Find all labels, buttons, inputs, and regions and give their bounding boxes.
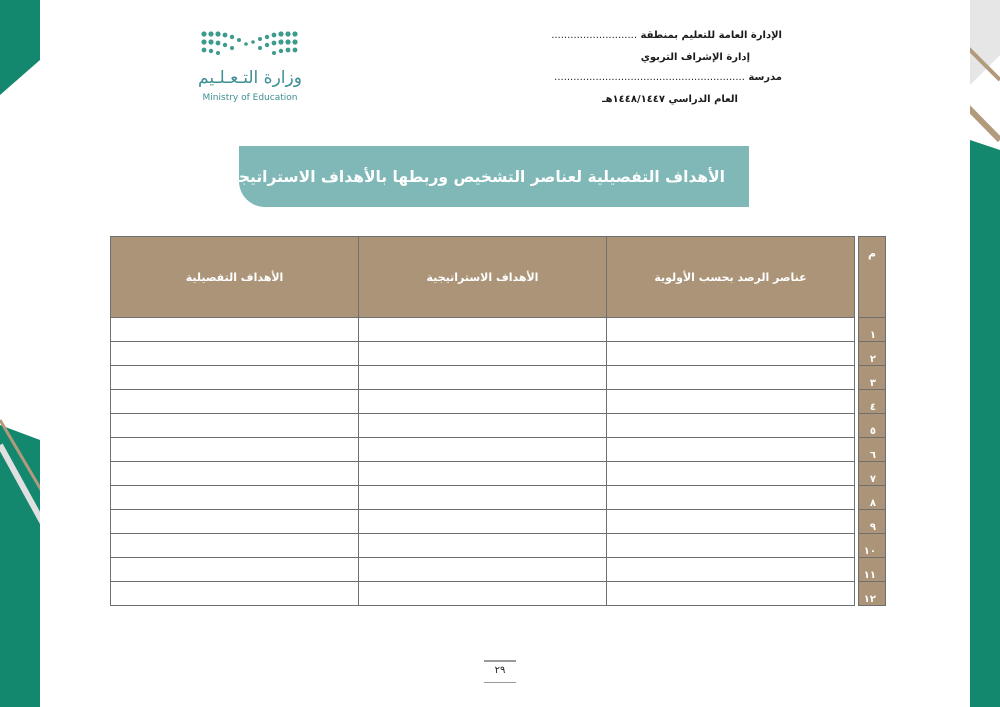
header-detailed: الأهداف التفصيلية xyxy=(111,237,359,318)
cell-strategic[interactable] xyxy=(359,558,607,582)
header-index: م xyxy=(859,237,886,318)
cell-elements[interactable] xyxy=(607,366,855,390)
table-row xyxy=(111,486,886,510)
cell-elements[interactable] xyxy=(607,558,855,582)
header-year-value: ١٤٤٨/١٤٤٧هـ xyxy=(602,94,666,105)
table-row xyxy=(111,366,886,390)
cell-detailed[interactable] xyxy=(111,486,359,510)
cell-elements[interactable] xyxy=(607,582,855,606)
table-row xyxy=(111,390,886,414)
cell-elements[interactable] xyxy=(607,534,855,558)
table-row xyxy=(111,342,886,366)
cell-detailed[interactable] xyxy=(111,390,359,414)
cell-detailed[interactable] xyxy=(111,582,359,606)
header-school-line xyxy=(554,72,782,83)
cell-elements[interactable] xyxy=(607,438,855,462)
cell-strategic[interactable] xyxy=(359,414,607,438)
row-number: ٥ xyxy=(859,414,886,438)
row-gap xyxy=(855,582,859,606)
cell-detailed[interactable] xyxy=(111,414,359,438)
table-header-row xyxy=(111,237,886,318)
cell-detailed[interactable] xyxy=(111,438,359,462)
cell-elements[interactable] xyxy=(607,510,855,534)
cell-detailed[interactable] xyxy=(111,510,359,534)
cell-strategic[interactable] xyxy=(359,582,607,606)
cell-elements[interactable] xyxy=(607,486,855,510)
row-gap xyxy=(855,318,859,342)
row-number: ٨ xyxy=(859,486,886,510)
cell-detailed[interactable] xyxy=(111,462,359,486)
row-gap xyxy=(855,510,859,534)
row-number: ١ xyxy=(859,318,886,342)
row-gap xyxy=(855,342,859,366)
cell-detailed[interactable] xyxy=(111,366,359,390)
table-row xyxy=(111,414,886,438)
cell-elements[interactable] xyxy=(607,342,855,366)
cell-elements[interactable] xyxy=(607,318,855,342)
header-school-dots: ............................................................ xyxy=(554,72,745,83)
cell-elements[interactable] xyxy=(607,462,855,486)
row-number: ١٢ xyxy=(859,582,886,606)
objectives-table xyxy=(110,236,886,606)
cell-strategic[interactable] xyxy=(359,462,607,486)
row-gap xyxy=(855,462,859,486)
page-number-text: ٢٩ xyxy=(494,665,506,676)
cell-strategic[interactable] xyxy=(359,318,607,342)
header-region-dots: ........................... xyxy=(551,30,638,41)
row-number: ٣ xyxy=(859,366,886,390)
header-strategic: الأهداف الاستراتيجية xyxy=(359,237,607,318)
cell-detailed[interactable] xyxy=(111,534,359,558)
table-row xyxy=(111,462,886,486)
logo-arabic-text: وزارة التـعـلـيم xyxy=(198,68,302,88)
row-gap xyxy=(855,534,859,558)
header-region-line xyxy=(551,30,782,41)
cell-detailed[interactable] xyxy=(111,342,359,366)
header-year-label: العام الدراسي xyxy=(668,94,738,105)
header-department-label: إدارة الإشراف التربوي xyxy=(640,52,750,63)
row-number: ٧ xyxy=(859,462,886,486)
row-gap xyxy=(855,438,859,462)
cell-strategic[interactable] xyxy=(359,486,607,510)
table-row xyxy=(111,318,886,342)
row-number: ١١ xyxy=(859,558,886,582)
row-number: ١٠ xyxy=(859,534,886,558)
section-title: الأهداف التفصيلية لعناصر التشخيص وربطها بالأهداف الاستراتيجية: xyxy=(216,167,725,186)
section-title-banner xyxy=(216,146,749,207)
header-year-line xyxy=(602,94,738,105)
row-number: ٤ xyxy=(859,390,886,414)
row-gap xyxy=(855,414,859,438)
header-elements: عناصر الرصد بحسب الأولوية xyxy=(607,237,855,318)
row-number: ٢ xyxy=(859,342,886,366)
table-row xyxy=(111,558,886,582)
table-row xyxy=(111,438,886,462)
header-region-label: الإدارة العامة للتعليم بمنطقة xyxy=(640,30,782,41)
table-row xyxy=(111,582,886,606)
table-row xyxy=(111,534,886,558)
cell-elements[interactable] xyxy=(607,390,855,414)
row-number: ٩ xyxy=(859,510,886,534)
header-department-line xyxy=(641,52,750,63)
logo-english-text: Ministry of Education xyxy=(202,93,298,103)
row-gap xyxy=(855,558,859,582)
cell-strategic[interactable] xyxy=(359,342,607,366)
page-number xyxy=(484,660,516,683)
cell-strategic[interactable] xyxy=(359,366,607,390)
row-gap xyxy=(855,486,859,510)
row-gap xyxy=(855,390,859,414)
cell-strategic[interactable] xyxy=(359,534,607,558)
header-school-label: مدرسة xyxy=(748,72,782,83)
cell-elements[interactable] xyxy=(607,414,855,438)
cell-detailed[interactable] xyxy=(111,318,359,342)
row-gap xyxy=(855,366,859,390)
cell-strategic[interactable] xyxy=(359,510,607,534)
row-number: ٦ xyxy=(859,438,886,462)
table-row xyxy=(111,510,886,534)
cell-detailed[interactable] xyxy=(111,558,359,582)
cell-strategic[interactable] xyxy=(359,438,607,462)
cell-strategic[interactable] xyxy=(359,390,607,414)
